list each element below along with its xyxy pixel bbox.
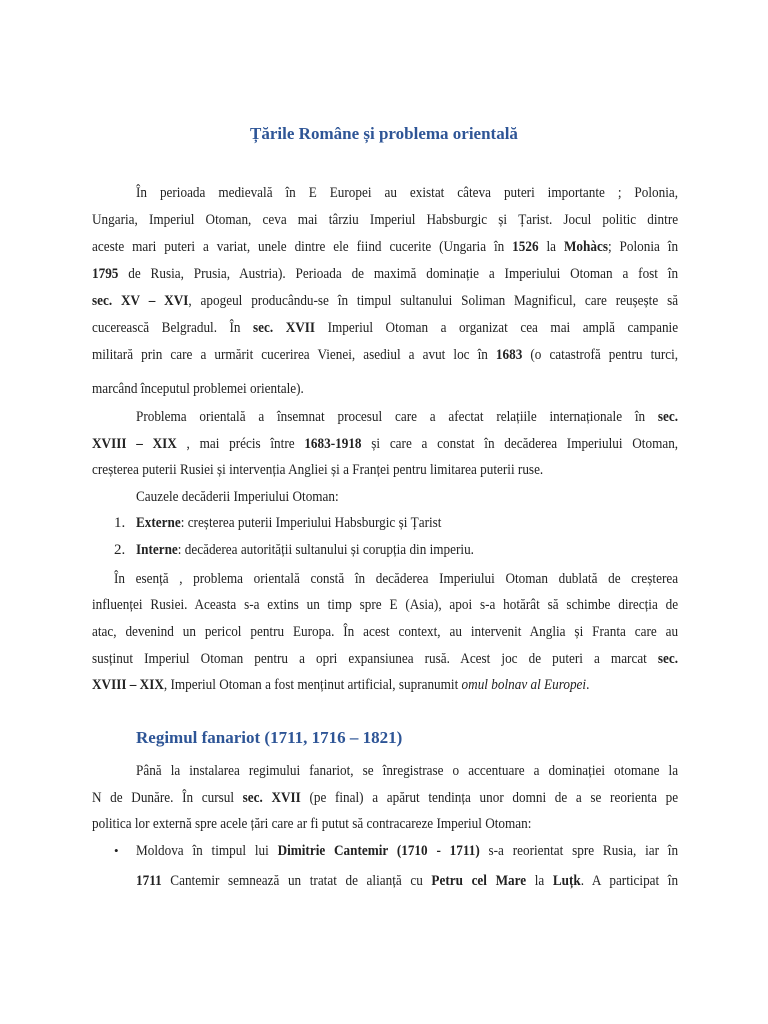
bullet-item-line-1: Moldova în timpul lui Dimitrie Cantemir (1710 - 1711) s-a reorientat spre Rusia, iar în [136,843,679,859]
paragraph-4-line-4: susținut Imperiul Otoman pentru a opri expansiunea rusă. Acest joc de puteri a marcat sec. [92,651,679,667]
paragraph-5-line-1: Până la instalarea regimului fanariot, se înregistrase o accentuare a dominației otomane la [136,763,679,779]
paragraph-1-line-4: 1795 de Rusia, Prusia, Austria). Perioada de maximă dominație a Imperiului Otoman a fost în [92,266,679,282]
paragraph-4-line-3: atac, devenind un pericol pentru Europa. În acest context, au intervenit Anglia și Franta care au [92,624,679,640]
paragraph-1-line-1: În perioada medievală în E Europei au existat câteva puteri importante ; Polonia, [136,185,679,201]
list-marker: 1. [114,515,126,531]
bullet-marker: • [114,843,119,858]
paragraph-5-line-2: N de Dunăre. În cursul sec. XVII (pe final) a apărut tendința unor domni de a se reorienta pe [92,790,679,806]
paragraph-1-line-8: marcând începutul problemei orientale). [92,381,304,397]
paragraph-1-line-7: militară prin care a urmărit cucerirea Vienei, asediul a avut loc în 1683 (o catastrofă pentru turci, [92,347,679,363]
bullet-item-line-2: 1711 Cantemir semnează un tratat de alianță cu Petru cel Mare la Luțk. A participat în [136,873,679,889]
paragraph-5-line-3: politica lor externă spre acele țări care ar fi putut să contracareze Imperiul Otoman: [92,816,532,832]
paragraph-1-line-5: sec. XV – XVI, apogeul producându-se în timpul sultanului Soliman Magnificul, care reușește să [92,293,679,309]
paragraph-2-line-2: XVIII – XIX , mai précis între 1683-1918 și care a constat în decăderea Imperiului Otoman, [92,436,679,452]
paragraph-4-line-2: influenței Rusiei. Aceasta s-a extins un timp spre E (Asia), apoi s-a hotărât să schimbe direcția de [92,597,679,613]
section-heading: Regimul fanariot (1711, 1716 – 1821) [136,728,403,747]
paragraph-2-line-1: Problema orientală a însemnat procesul care a afectat relațiile internaționale în sec. [136,409,679,425]
paragraph-2-line-3: creșterea puterii Rusiei și intervenția Angliei și a Franței pentru limitarea puterii ruse. [92,462,544,478]
list-item: Interne: decăderea autorității sultanului și corupția din imperiu. [136,542,474,558]
list-item: Externe: creșterea puterii Imperiului Habsburgic și Țarist [136,515,442,531]
paragraph-1-line-2: Ungaria, Imperiul Otoman, ceva mai târziu Imperiul Habsburgic și Țarist. Jocul politic dintre [92,212,679,228]
paragraph-3: Cauzele decăderii Imperiului Otoman: [136,489,339,505]
document-title: Țările Române și problema orientală [250,124,518,143]
paragraph-1-line-3: aceste mari puteri a variat, unele dintre ele fiind cucerite (Ungaria în 1526 la Mohàcs; Polonia în [92,239,679,255]
list-marker: 2. [114,542,126,558]
paragraph-4-line-5: XVIII – XIX, Imperiul Otoman a fost menținut artificial, supranumit omul bolnav al Europei. [92,677,590,693]
paragraph-4-line-1: În esență , problema orientală constă în decăderea Imperiului Otoman dublată de creșterea [114,571,679,587]
paragraph-1-line-6: cucerească Belgradul. În sec. XVII Imperiul Otoman a organizat cea mai amplă campanie [92,320,679,336]
